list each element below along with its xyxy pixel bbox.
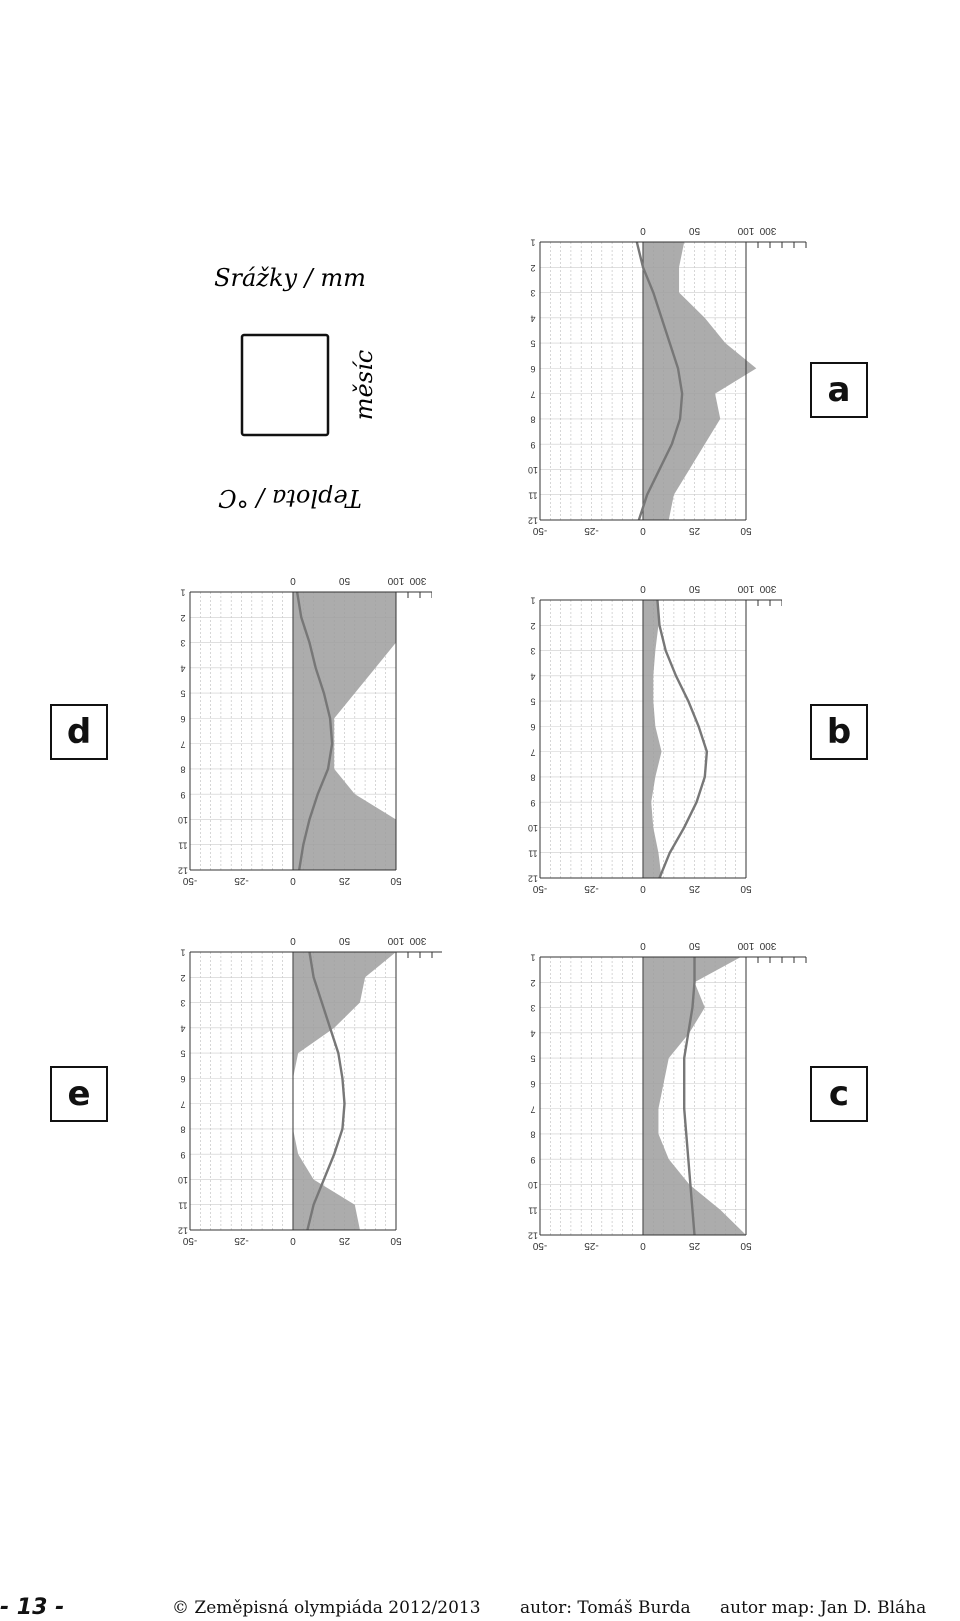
month-tick-label: 1 (180, 587, 186, 598)
month-tick-label: 2 (530, 977, 536, 988)
temp-tick-label: -25 (584, 883, 599, 894)
month-tick-label: 11 (178, 1200, 188, 1211)
month-tick-label: 2 (180, 612, 186, 623)
temp-tick-label: 50 (740, 883, 752, 894)
month-tick-label: 1 (530, 952, 536, 963)
month-tick-label: 12 (527, 873, 539, 884)
climate-chart-c (522, 935, 822, 1255)
month-tick-label: 6 (180, 713, 186, 724)
month-tick-label: 6 (530, 721, 536, 732)
month-tick-label: 11 (528, 848, 538, 859)
precip-tick-label: 300 (409, 935, 427, 946)
legend-month-label: měsíc (350, 349, 378, 421)
month-tick-label: 5 (530, 1053, 536, 1064)
label-d: d (50, 704, 108, 760)
month-tick-label: 4 (530, 1028, 536, 1039)
month-tick-label: 2 (530, 620, 536, 631)
month-tick-label: 8 (530, 1129, 536, 1140)
label-e: e (50, 1066, 108, 1122)
month-tick-label: 11 (528, 1205, 538, 1216)
precip-tick-label: 0 (640, 940, 646, 951)
month-tick-label: 10 (177, 815, 189, 826)
precip-tick-label: 0 (290, 935, 296, 946)
precip-tick-label: 0 (640, 225, 646, 236)
climate-chart-d (172, 570, 432, 890)
temp-tick-label: -50 (532, 883, 548, 894)
footer (0, 1595, 960, 1620)
month-tick-label: 2 (180, 972, 186, 983)
month-tick-label: 9 (180, 789, 186, 800)
temp-tick-label: 25 (688, 525, 701, 536)
climate-chart-e (172, 930, 442, 1260)
month-tick-label: 7 (180, 1099, 186, 1110)
month-tick-label: 10 (527, 1180, 539, 1191)
precip-tick-label: 50 (688, 940, 701, 951)
label-b: b (810, 704, 868, 760)
month-tick-label: 10 (527, 465, 539, 476)
month-tick-label: 9 (530, 439, 536, 450)
month-tick-label: 2 (530, 262, 536, 273)
precip-tick-label: 100 (387, 575, 405, 586)
temp-tick-label: 50 (740, 525, 752, 536)
footer-maps: autor map: Jan D. Bláha (720, 1598, 927, 1618)
temp-tick-label: 0 (640, 883, 646, 894)
precip-tick-label: 50 (688, 583, 701, 594)
temp-tick-label: 25 (688, 1240, 701, 1251)
month-tick-label: 3 (180, 638, 186, 649)
precip-tick-label: 50 (338, 935, 351, 946)
month-tick-label: 4 (180, 1023, 186, 1034)
month-tick-label: 8 (530, 772, 536, 783)
month-tick-label: 9 (180, 1149, 186, 1160)
month-tick-label: 5 (180, 1048, 186, 1059)
precip-tick-label: 300 (759, 583, 777, 594)
month-tick-label: 11 (528, 490, 538, 501)
month-tick-label: 4 (530, 671, 536, 682)
precip-tick-label: 50 (688, 225, 701, 236)
temp-tick-label: 50 (390, 875, 402, 886)
legend-temp-label: Teplota / °C (218, 484, 362, 512)
month-tick-label: 10 (177, 1175, 189, 1186)
month-tick-label: 8 (530, 414, 536, 425)
legend-box (242, 335, 328, 435)
temp-tick-label: 0 (640, 525, 646, 536)
month-tick-label: 7 (180, 739, 186, 750)
temp-tick-label: -50 (532, 525, 548, 536)
temp-tick-label: 50 (740, 1240, 752, 1251)
month-tick-label: 3 (530, 1003, 536, 1014)
label-a: a (810, 362, 868, 418)
temp-tick-label: 0 (290, 875, 296, 886)
temp-tick-label: 0 (640, 1240, 646, 1251)
month-tick-label: 12 (177, 1225, 189, 1236)
precip-tick-label: 100 (737, 940, 755, 951)
month-tick-label: 3 (530, 646, 536, 657)
month-tick-label: 3 (180, 998, 186, 1009)
month-tick-label: 5 (530, 696, 536, 707)
precip-tick-label: 0 (290, 575, 296, 586)
month-tick-label: 8 (180, 1124, 186, 1135)
precip-tick-label: 300 (409, 575, 427, 586)
month-tick-label: 7 (530, 389, 536, 400)
month-tick-label: 9 (530, 797, 536, 808)
month-tick-label: 12 (527, 1230, 539, 1241)
precip-tick-label: 50 (338, 575, 351, 586)
temp-tick-label: -25 (234, 875, 249, 886)
temp-tick-label: -25 (234, 1235, 249, 1246)
month-tick-label: 4 (180, 663, 186, 674)
month-tick-label: 4 (530, 313, 536, 324)
month-tick-label: 8 (180, 764, 186, 775)
precip-tick-label: 0 (640, 583, 646, 594)
month-tick-label: 1 (530, 595, 536, 606)
month-tick-label: 9 (530, 1154, 536, 1165)
climate-chart-a (522, 220, 822, 550)
temp-tick-label: -50 (532, 1240, 548, 1251)
precip-tick-label: 100 (387, 935, 405, 946)
precip-tick-label: 300 (759, 225, 777, 236)
temp-tick-label: -50 (182, 1235, 198, 1246)
month-tick-label: 11 (178, 840, 188, 851)
label-c: c (810, 1066, 868, 1122)
month-tick-label: 1 (530, 237, 536, 248)
month-tick-label: 6 (530, 363, 536, 374)
month-tick-label: 7 (530, 747, 536, 758)
temp-tick-label: -25 (584, 1240, 599, 1251)
month-tick-label: 5 (530, 338, 536, 349)
temp-tick-label: -50 (182, 875, 198, 886)
legend (180, 240, 400, 540)
page-number: - 13 - (0, 1595, 65, 1620)
month-tick-label: 7 (530, 1104, 536, 1115)
month-tick-label: 12 (177, 865, 189, 876)
precip-tick-label: 100 (737, 583, 755, 594)
month-tick-label: 5 (180, 688, 186, 699)
temp-tick-label: 0 (290, 1235, 296, 1246)
footer-copyright: © Zeměpisná olympiáda 2012/2013 (172, 1598, 481, 1618)
precip-tick-label: 300 (759, 940, 777, 951)
legend-precip-label: Srážky / mm (214, 264, 366, 292)
temp-tick-label: -25 (584, 525, 599, 536)
temp-tick-label: 50 (390, 1235, 402, 1246)
temp-tick-label: 25 (338, 1235, 351, 1246)
climate-chart-b (522, 578, 782, 898)
month-tick-label: 1 (180, 947, 186, 958)
month-tick-label: 3 (530, 288, 536, 299)
temp-tick-label: 25 (338, 875, 351, 886)
precip-tick-label: 100 (737, 225, 755, 236)
month-tick-label: 12 (527, 515, 539, 526)
month-tick-label: 6 (180, 1073, 186, 1084)
month-tick-label: 6 (530, 1078, 536, 1089)
footer-author: autor: Tomáš Burda (520, 1598, 691, 1618)
month-tick-label: 10 (527, 823, 539, 834)
temp-tick-label: 25 (688, 883, 701, 894)
